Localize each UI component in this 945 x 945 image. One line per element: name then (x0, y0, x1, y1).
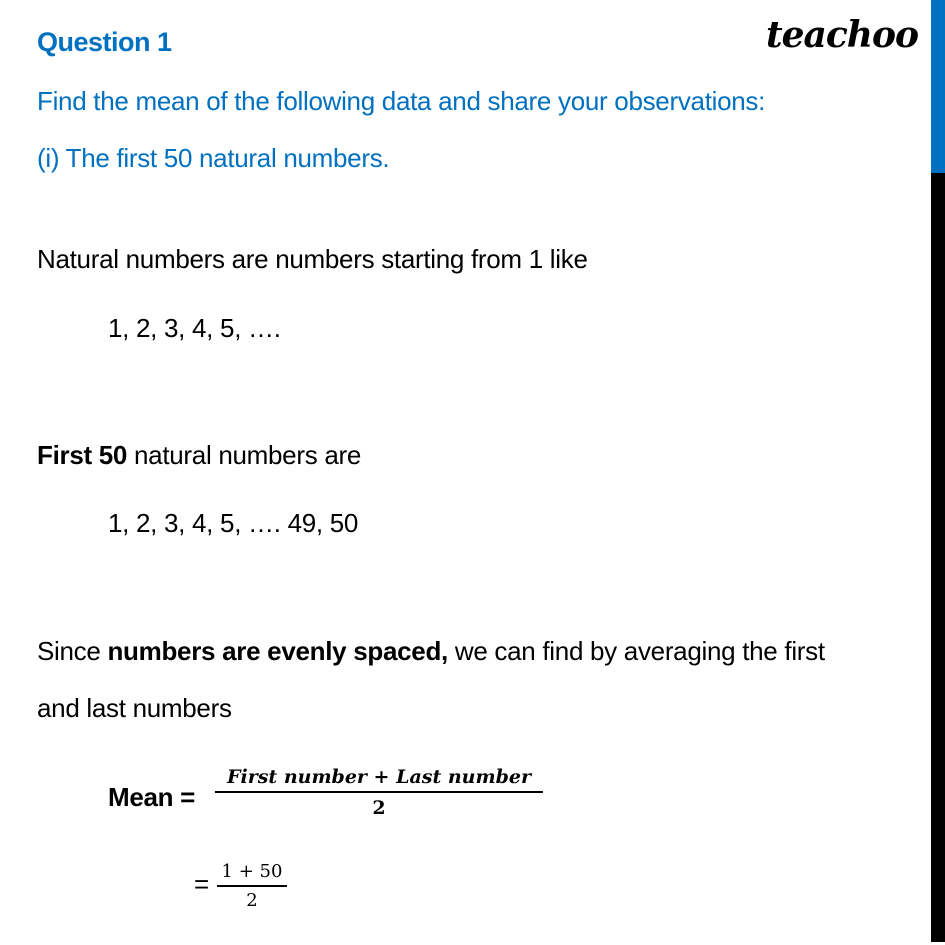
formula-numerator: First number + Last number (227, 766, 531, 788)
side-strip-black (931, 173, 945, 942)
first-50-emphasis: First 50 (37, 440, 128, 470)
solution-para-2 (37, 440, 361, 471)
teachoo-logo: teachoo (766, 14, 918, 56)
mean-label: Mean = (108, 782, 196, 812)
natural-number-list: 1, 2, 3, 4, 5, …. (108, 313, 281, 343)
formula-denominator: 2 (372, 797, 386, 819)
question-line-1: Find the mean of the following data and share your observations: (37, 86, 766, 116)
solution-para-3-line-2: and last numbers (37, 693, 232, 723)
evenly-spaced-emphasis: numbers are evenly spaced, (107, 636, 448, 666)
question-line-2: (i) The first 50 natural numbers. (37, 143, 390, 173)
solution-para-1: Natural numbers are numbers starting from 1 like (37, 244, 588, 274)
step1-numerator: 1 + 50 (221, 861, 283, 882)
step1-fraction (217, 863, 287, 910)
para-3-rest: we can find by averaging the first (447, 636, 825, 666)
step1-denominator: 2 (246, 889, 258, 911)
solution-para-3 (37, 636, 825, 667)
side-strip-blue (931, 0, 945, 173)
question-heading: Question 1 (37, 27, 172, 57)
first-50-list: 1, 2, 3, 4, 5, …. 49, 50 (108, 508, 359, 538)
para-2-text: natural numbers are (127, 440, 361, 470)
para-3-start: Since (37, 636, 108, 666)
step1-equals: = (194, 869, 209, 899)
mean-formula-fraction (215, 768, 543, 818)
